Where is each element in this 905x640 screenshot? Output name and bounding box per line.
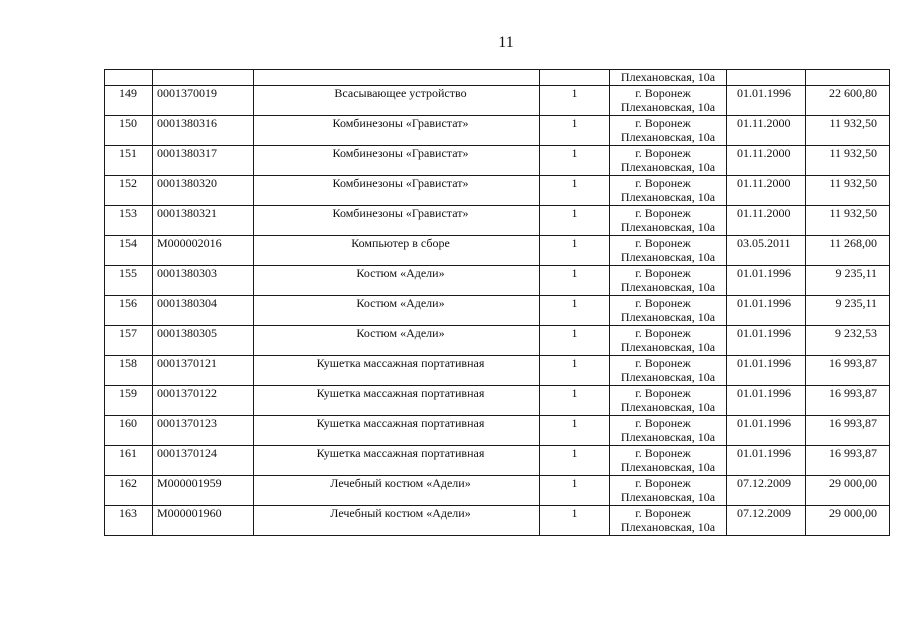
address-line-2: Плехановская, 10а	[620, 100, 716, 114]
table-row	[105, 206, 890, 236]
cell-quantity	[540, 206, 610, 236]
cell-item-name	[254, 176, 540, 206]
cell-cost	[806, 356, 890, 386]
cell-inventory-code	[153, 86, 254, 116]
cell-quantity-text: 1	[571, 356, 578, 370]
cell-inventory-code	[153, 206, 254, 236]
cell-date	[727, 446, 806, 476]
cell-cost-text: 16 993,87	[829, 446, 877, 460]
cell-item-name	[254, 146, 540, 176]
address-line-2: Плехановская, 10а	[620, 250, 716, 264]
cell-quantity	[540, 266, 610, 296]
table-row	[105, 356, 890, 386]
cell-address	[610, 476, 727, 506]
cell-quantity	[540, 386, 610, 416]
cell-item-name	[254, 356, 540, 386]
cell-num	[105, 356, 153, 386]
cell-date	[727, 116, 806, 146]
cell-num-text: 158	[119, 356, 137, 370]
cell-inventory-code-text: 0001380305	[157, 326, 217, 340]
cell-date	[727, 386, 806, 416]
cell-date-text: 03.05.2011	[737, 236, 791, 250]
cell-num	[105, 86, 153, 116]
cell-cost	[806, 326, 890, 356]
cell-num-text: 151	[119, 146, 137, 160]
cell-date	[727, 176, 806, 206]
cell-date	[727, 296, 806, 326]
cell-item-name-text: Кушетка массажная портативная	[316, 446, 485, 460]
cell-num	[105, 146, 153, 176]
address-line-2: Плехановская, 10а	[620, 400, 716, 414]
address-line-2: Плехановская, 10а	[620, 460, 716, 474]
cell-inventory-code	[153, 386, 254, 416]
cell-num	[105, 446, 153, 476]
cell-inventory-code-text: 0001370123	[157, 416, 217, 430]
table-row	[105, 476, 890, 506]
cell-date	[727, 86, 806, 116]
address-line-2: Плехановская, 10а	[620, 490, 716, 504]
cell-inventory-code	[153, 146, 254, 176]
cell-inventory-code	[153, 326, 254, 356]
address-line-2: Плехановская, 10а	[620, 70, 716, 84]
address-line-2: Плехановская, 10а	[620, 520, 716, 534]
address-line-1: г. Воронеж	[635, 266, 691, 280]
cell-item-name	[254, 506, 540, 536]
cell-name	[254, 70, 540, 86]
address-line-2: Плехановская, 10а	[620, 130, 716, 144]
page-number: 11	[498, 34, 514, 51]
cell-quantity-text: 1	[571, 266, 578, 280]
cell-item-name-text: Компьютер в сборе	[351, 236, 450, 250]
cell-address	[610, 296, 727, 326]
cell-cost	[806, 386, 890, 416]
cell-item-name	[254, 206, 540, 236]
cell-date	[727, 416, 806, 446]
table-row	[105, 386, 890, 416]
cell-date	[727, 326, 806, 356]
cell-num-text: 163	[119, 506, 137, 520]
cell-address	[610, 86, 727, 116]
cell-inventory-code	[153, 116, 254, 146]
cell-quantity	[540, 326, 610, 356]
cell-cost	[806, 206, 890, 236]
cell-inventory-code-text: 0001380303	[157, 266, 217, 280]
cell-inventory-code	[153, 476, 254, 506]
table-body	[105, 70, 890, 536]
cell-inventory-code-text: 0001370122	[157, 386, 217, 400]
address-line-1: г. Воронеж	[635, 86, 691, 100]
cell-num-text: 159	[119, 386, 137, 400]
cell-item-name-text: Комбинезоны «Гравистат»	[332, 146, 469, 160]
table-row	[105, 146, 890, 176]
table-row	[105, 266, 890, 296]
cell-item-name	[254, 116, 540, 146]
cell-inventory-code	[153, 506, 254, 536]
cell-num-text: 154	[119, 236, 137, 250]
cell-quantity	[540, 296, 610, 326]
cell-date-text: 01.11.2000	[737, 146, 791, 160]
cell-quantity	[540, 446, 610, 476]
cell-item-name-text: Костюм «Адели»	[356, 296, 445, 310]
cell-inventory-code-text: 0001380317	[157, 146, 217, 160]
cell-quantity-text: 1	[571, 386, 578, 400]
cell-quantity-text: 1	[571, 476, 578, 490]
cell-num	[105, 326, 153, 356]
cell-item-name	[254, 326, 540, 356]
cell-inventory-code-text: М000002016	[157, 236, 222, 250]
cell-num	[105, 206, 153, 236]
cell-inventory-code-text: 0001380304	[157, 296, 217, 310]
cell-item-name-text: Комбинезоны «Гравистат»	[332, 206, 469, 220]
cell-address	[610, 236, 727, 266]
address-line-1: г. Воронеж	[635, 416, 691, 430]
cell-item-name	[254, 236, 540, 266]
cell-item-name	[254, 296, 540, 326]
cell-num	[105, 70, 153, 86]
cell-item-name-text: Всасывающее устройство	[334, 86, 467, 100]
cell-address	[610, 326, 727, 356]
cell-cost-text: 16 993,87	[829, 356, 877, 370]
cell-cost-text: 29 000,00	[829, 506, 877, 520]
cell-cost-text: 11 932,50	[829, 116, 877, 130]
cell-quantity	[540, 476, 610, 506]
cell-inventory-code-text: 0001370121	[157, 356, 217, 370]
cell-quantity-text: 1	[571, 446, 578, 460]
cell-num-text: 160	[119, 416, 137, 430]
cell-quantity	[540, 146, 610, 176]
cell-quantity-text: 1	[571, 176, 578, 190]
table-row	[105, 176, 890, 206]
cell-date-text: 07.12.2009	[737, 476, 791, 490]
cell-quantity-text: 1	[571, 86, 578, 100]
address-line-2: Плехановская, 10а	[620, 190, 716, 204]
cell-item-name-text: Кушетка массажная портативная	[316, 416, 485, 430]
cell-cost-text: 16 993,87	[829, 386, 877, 400]
address-line-1: г. Воронеж	[635, 146, 691, 160]
address-line-1: г. Воронеж	[635, 356, 691, 370]
cell-inventory-code-text: 0001380321	[157, 206, 217, 220]
cell-cost	[806, 506, 890, 536]
cell-item-name-text: Лечебный костюм «Адели»	[330, 506, 471, 520]
cell-cost	[806, 116, 890, 146]
cell-address	[610, 176, 727, 206]
cell-item-name	[254, 266, 540, 296]
cell-address	[610, 70, 727, 86]
cell-inventory-code-text: М000001960	[157, 506, 222, 520]
cell-address	[610, 356, 727, 386]
cell-date-text: 07.12.2009	[737, 506, 791, 520]
cell-num-text: 155	[119, 266, 137, 280]
address-line-1: г. Воронеж	[635, 446, 691, 460]
cell-num	[105, 116, 153, 146]
cell-address	[610, 446, 727, 476]
cell-cost	[806, 236, 890, 266]
cell-num	[105, 386, 153, 416]
cell-num	[105, 296, 153, 326]
cell-inventory-code-text: 0001370019	[157, 86, 217, 100]
table-row	[105, 236, 890, 266]
cell-date	[727, 506, 806, 536]
cell-cost-text: 16 993,87	[829, 416, 877, 430]
cell-num-text: 156	[119, 296, 137, 310]
cell-inventory-code	[153, 236, 254, 266]
cell-num	[105, 506, 153, 536]
cell-address	[610, 146, 727, 176]
cell-item-name-text: Кушетка массажная портативная	[316, 356, 485, 370]
table-row	[105, 416, 890, 446]
cell-quantity	[540, 506, 610, 536]
cell-item-name-text: Комбинезоны «Гравистат»	[332, 116, 469, 130]
cell-quantity-text: 1	[571, 506, 578, 520]
address-line-2: Плехановская, 10а	[620, 310, 716, 324]
cell-num-text: 161	[119, 446, 137, 460]
cell-num	[105, 236, 153, 266]
cell-cost-text: 9 235,11	[835, 266, 877, 280]
cell-item-name-text: Комбинезоны «Гравистат»	[332, 176, 469, 190]
address-line-2: Плехановская, 10а	[620, 370, 716, 384]
cell-num-text: 150	[119, 116, 137, 130]
cell-item-name-text: Костюм «Адели»	[356, 266, 445, 280]
cell-date-text: 01.01.1996	[737, 326, 791, 340]
cell-date-text: 01.01.1996	[737, 386, 791, 400]
address-line-2: Плехановская, 10а	[620, 430, 716, 444]
cell-address	[610, 206, 727, 236]
table-row	[105, 116, 890, 146]
cell-item-name	[254, 476, 540, 506]
cell-item-name	[254, 446, 540, 476]
cell-inventory-code	[153, 296, 254, 326]
continuation-row	[105, 70, 890, 86]
cell-cost-text: 11 268,00	[829, 236, 877, 250]
cell-quantity-text: 1	[571, 326, 578, 340]
cell-item-name	[254, 386, 540, 416]
address-line-1: г. Воронеж	[635, 296, 691, 310]
cell-quantity	[540, 116, 610, 146]
cell-address	[610, 416, 727, 446]
table-row	[105, 86, 890, 116]
cell-num	[105, 476, 153, 506]
table-row	[105, 296, 890, 326]
cell-num-text: 162	[119, 476, 137, 490]
cell-item-name	[254, 86, 540, 116]
cell-cost	[806, 416, 890, 446]
cell-inventory-code-text: 0001380320	[157, 176, 217, 190]
cell-date	[727, 476, 806, 506]
cell-cost	[806, 176, 890, 206]
cell-date	[727, 206, 806, 236]
cell-num-text: 152	[119, 176, 137, 190]
cell-cost	[806, 446, 890, 476]
address-line-1: г. Воронеж	[635, 176, 691, 190]
cell-address	[610, 386, 727, 416]
cell-inventory-code	[153, 446, 254, 476]
cell-num	[105, 416, 153, 446]
cell-cost-text: 11 932,50	[829, 206, 877, 220]
cell-date	[727, 70, 806, 86]
cell-num-text: 157	[119, 326, 137, 340]
cell-num-text: 149	[119, 86, 137, 100]
cell-quantity-text: 1	[571, 416, 578, 430]
table-row	[105, 446, 890, 476]
cell-code	[153, 70, 254, 86]
cell-item-name	[254, 416, 540, 446]
cell-cost-text: 22 600,80	[829, 86, 877, 100]
cell-quantity-text: 1	[571, 236, 578, 250]
cell-cost	[806, 296, 890, 326]
cell-date-text: 01.01.1996	[737, 296, 791, 310]
cell-date-text: 01.01.1996	[737, 446, 791, 460]
address-line-2: Плехановская, 10а	[620, 280, 716, 294]
table-row	[105, 506, 890, 536]
cell-num	[105, 266, 153, 296]
cell-date-text: 01.01.1996	[737, 86, 791, 100]
cell-date-text: 01.01.1996	[737, 266, 791, 280]
address-line-1: г. Воронеж	[635, 506, 691, 520]
cell-date-text: 01.11.2000	[737, 206, 791, 220]
address-line-1: г. Воронеж	[635, 116, 691, 130]
cell-date	[727, 146, 806, 176]
cell-address	[610, 506, 727, 536]
address-line-2: Плехановская, 10а	[620, 340, 716, 354]
cell-cost-text: 9 232,53	[835, 326, 877, 340]
cell-cost	[806, 146, 890, 176]
table-row	[105, 326, 890, 356]
cell-item-name-text: Лечебный костюм «Адели»	[330, 476, 471, 490]
cell-quantity	[540, 236, 610, 266]
cell-quantity-text: 1	[571, 206, 578, 220]
address-line-1: г. Воронеж	[635, 386, 691, 400]
cell-qty	[540, 70, 610, 86]
cell-quantity	[540, 176, 610, 206]
cell-cost	[806, 266, 890, 296]
cell-date-text: 01.01.1996	[737, 356, 791, 370]
address-line-1: г. Воронеж	[635, 236, 691, 250]
cell-address	[610, 116, 727, 146]
cell-cost-text: 9 235,11	[835, 296, 877, 310]
cell-date	[727, 266, 806, 296]
cell-cost-text: 11 932,50	[829, 146, 877, 160]
cell-inventory-code	[153, 356, 254, 386]
inventory-table	[104, 69, 890, 536]
cell-quantity-text: 1	[571, 296, 578, 310]
cell-cost	[806, 86, 890, 116]
cell-cost-text: 11 932,50	[829, 176, 877, 190]
cell-date	[727, 236, 806, 266]
cell-num	[105, 176, 153, 206]
cell-date-text: 01.11.2000	[737, 176, 791, 190]
cell-cost	[806, 70, 890, 86]
cell-quantity	[540, 86, 610, 116]
cell-quantity-text: 1	[571, 116, 578, 130]
cell-quantity	[540, 416, 610, 446]
cell-cost-text: 29 000,00	[829, 476, 877, 490]
cell-date-text: 01.01.1996	[737, 416, 791, 430]
cell-quantity	[540, 356, 610, 386]
cell-inventory-code	[153, 176, 254, 206]
address-line-1: г. Воронеж	[635, 206, 691, 220]
cell-item-name-text: Кушетка массажная портативная	[316, 386, 485, 400]
cell-quantity-text: 1	[571, 146, 578, 160]
cell-date-text: 01.11.2000	[737, 116, 791, 130]
cell-cost	[806, 476, 890, 506]
address-line-2: Плехановская, 10а	[620, 160, 716, 174]
cell-inventory-code-text: М000001959	[157, 476, 222, 490]
cell-date	[727, 356, 806, 386]
cell-inventory-code	[153, 416, 254, 446]
address-line-1: г. Воронеж	[635, 476, 691, 490]
cell-num-text: 153	[119, 206, 137, 220]
cell-inventory-code	[153, 266, 254, 296]
cell-inventory-code-text: 0001380316	[157, 116, 217, 130]
cell-item-name-text: Костюм «Адели»	[356, 326, 445, 340]
cell-address	[610, 266, 727, 296]
cell-inventory-code-text: 0001370124	[157, 446, 217, 460]
address-line-2: Плехановская, 10а	[620, 220, 716, 234]
address-line-1: г. Воронеж	[635, 326, 691, 340]
